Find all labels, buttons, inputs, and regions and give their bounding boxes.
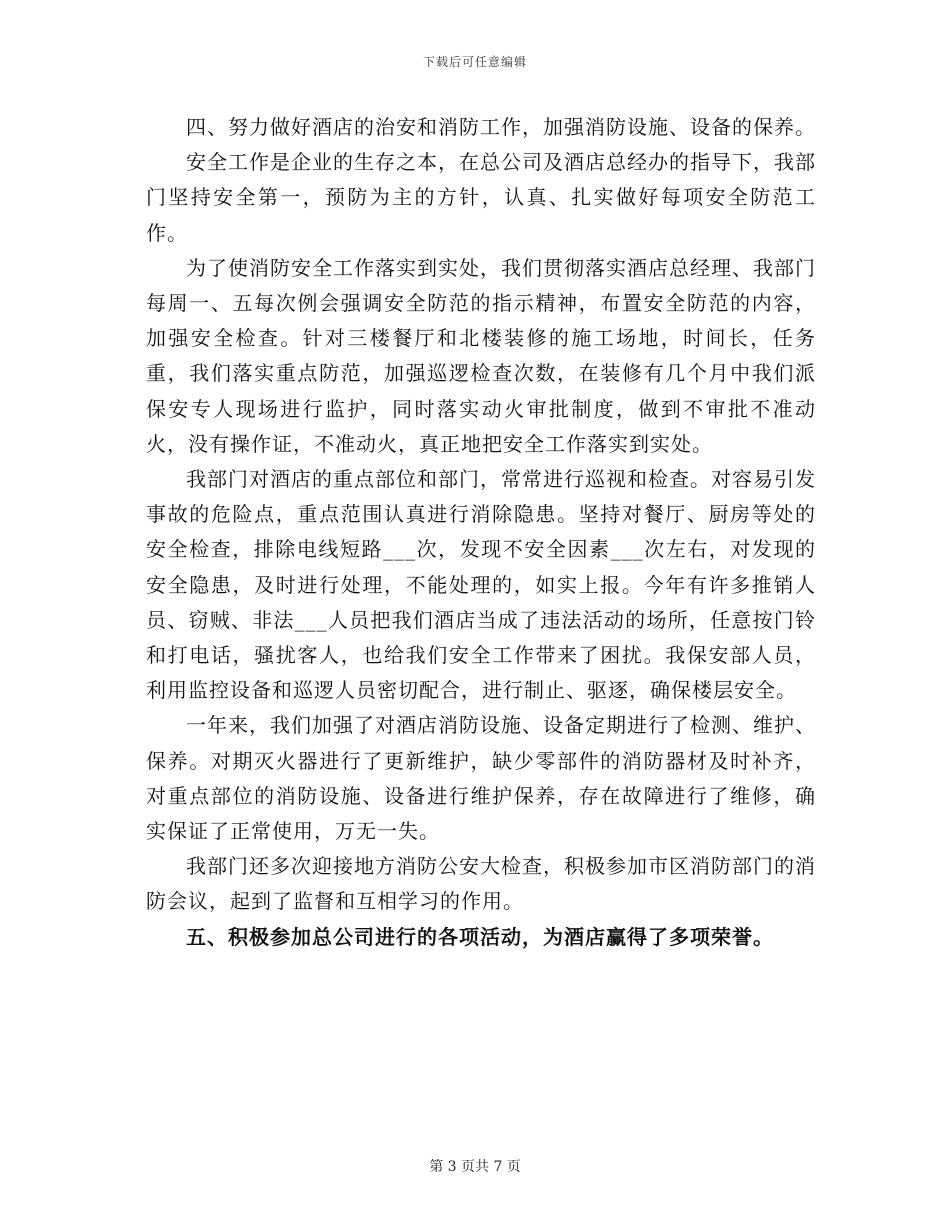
paragraph-inspection: 我部门对酒店的重点部位和部门，常常进行巡视和检查。对容易引发事故的危险点，重点范围认真进行消除隐患。坚持对餐厅、厨房等处的安全检查，排除电线短路___次，发现不安全因素___次左右，对发现的安全隐患，及时进行处理，不能处理的，如实上报。今年有许多推销人员、窃贼、非法___人员把我们酒店当成了违法活动的场所，任意按门铃和打电话，骚扰客人，也给我们安全工作带来了困扰。我保安部人员，利用监控设备和巡逻人员密切配合，进行制止、驱逐，确保楼层安全。 — [146, 467, 816, 703]
section-heading-four: 四、努力做好酒店的治安和消防工作，加强消防设施、设备的保养。 — [186, 115, 816, 139]
section-heading-five: 五、积极参加总公司进行的各项活动，为酒店赢得了多项荣誉。 — [186, 924, 774, 949]
document-body — [146, 110, 816, 955]
page-number: 第 3 页共 7 页 — [429, 1159, 521, 1175]
paragraph-maintenance: 一年来，我们加强了对酒店消防设施、设备定期进行了检测、维护、保养。对期灭火器进行了更新维护，缺少零部件的消防器材及时补齐，对重点部位的消防设施、设备进行维护保养，存在故障进行了维修，确实保证了正常使用，万无一失。 — [146, 713, 816, 844]
page-header: 下载后可任意编辑 — [422, 55, 527, 69]
paragraph-fire-safety: 为了使消防安全工作落实到实处，我们贯彻落实酒店总经理、我部门每周一、五每次例会强调安全防范的指示精神，布置安全防范的内容，加强安全检查。针对三楼餐厅和北楼装修的施工场地，时间长，任务重，我们落实重点防范，加强巡逻检查次数，在装修有几个月中我们派保安专人现场进行监护，同时落实动火审批制度，做到不审批不准动火，没有操作证，不准动火，真正地把安全工作落实到实处。 — [146, 255, 816, 456]
paragraph-safety-intro: 安全工作是企业的生存之本，在总公司及酒店总经办的指导下，我部门坚持安全第一，预防为主的方针，认真、扎实做好每项安全防范工作。 — [146, 150, 816, 245]
paragraph-inspection-meetings: 我部门还多次迎接地方消防公安大检查，积极参加市区消防部门的消防会议，起到了监督和互相学习的作用。 — [146, 854, 816, 914]
